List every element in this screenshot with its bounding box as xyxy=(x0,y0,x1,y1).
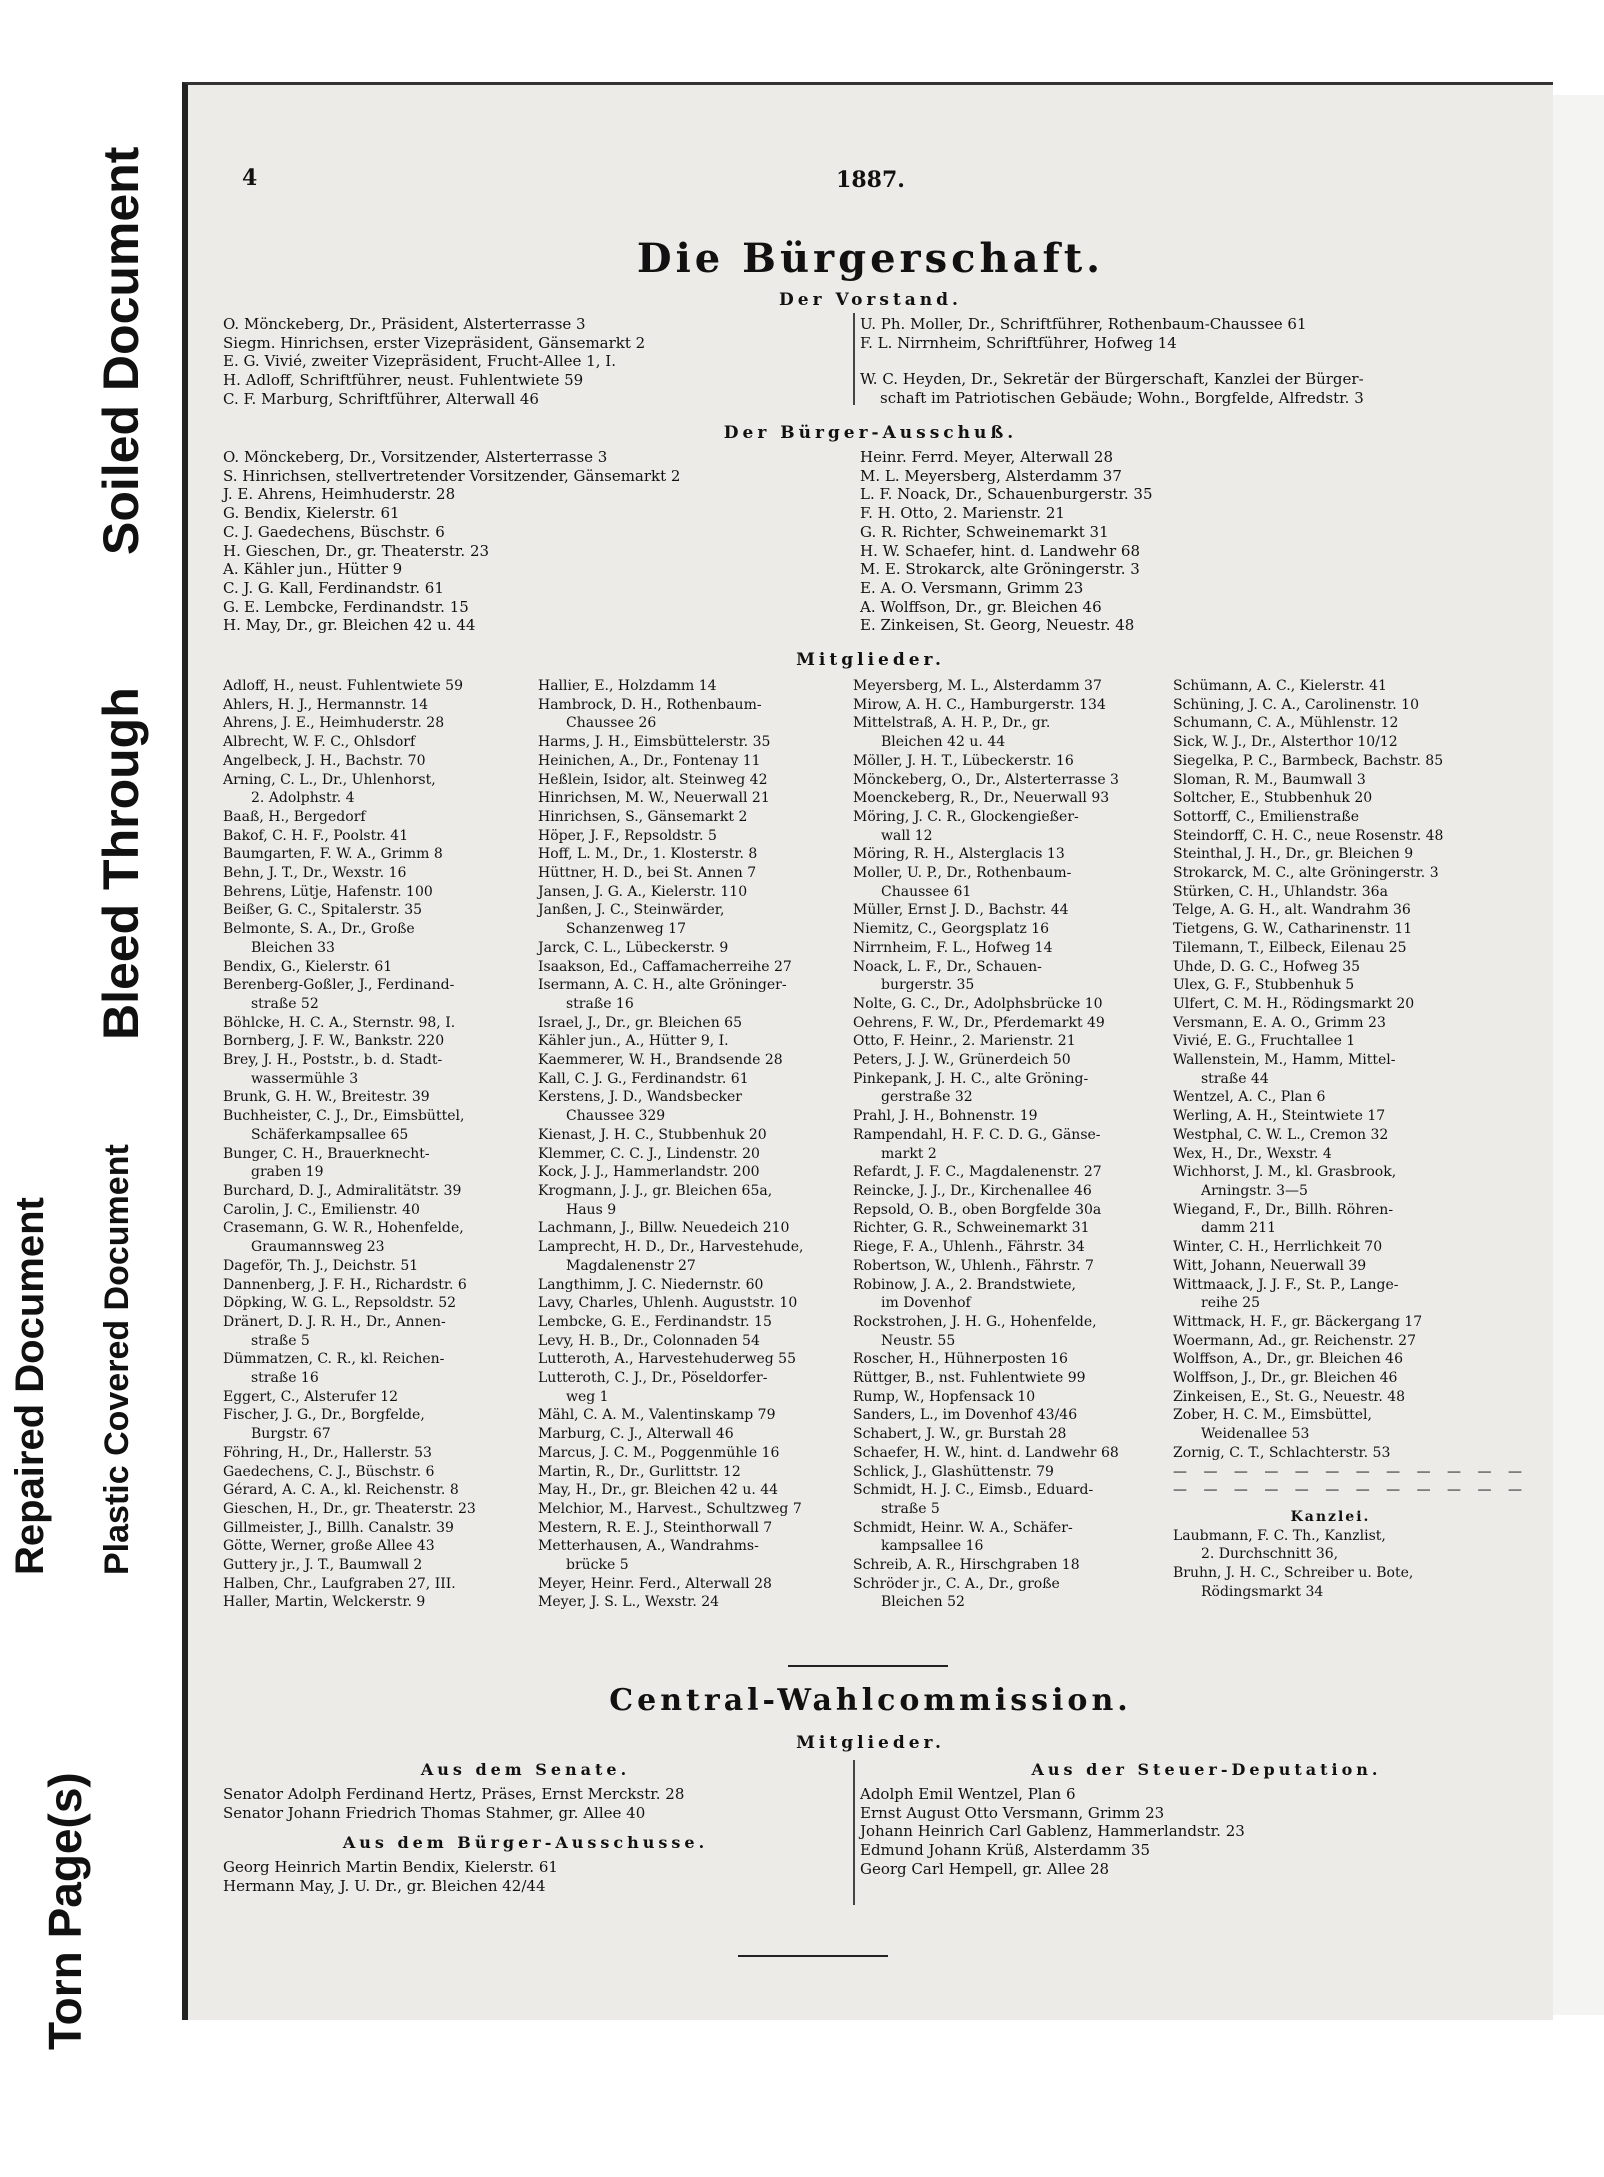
list-item: Beißer, G. C., Spitalerstr. 35 xyxy=(223,902,423,919)
closing-rule xyxy=(738,1955,888,1957)
list-item: F. L. Nirrnheim, Schriftführer, Hofweg 14 xyxy=(860,333,1177,352)
list-item: Dageför, Th. J., Deichstr. 51 xyxy=(223,1257,419,1274)
page-title: Die Bürgerschaft. xyxy=(636,235,1105,282)
list-item: Krogmann, J. J., gr. Bleichen 65a, xyxy=(538,1182,773,1199)
column-divider xyxy=(853,313,855,405)
list-item: H. Gieschen, Dr., gr. Theaterstr. 23 xyxy=(223,541,490,560)
list-item: Bleichen 33 xyxy=(251,939,335,956)
list-item: Weidenallee 53 xyxy=(1201,1426,1310,1443)
label-plastic-covered-document: Plastic Covered Document xyxy=(98,1144,136,1575)
vorstand-left xyxy=(223,315,853,409)
list-item: Werling, A. H., Steintwiete 17 xyxy=(1173,1108,1386,1125)
list-item: brücke 5 xyxy=(566,1557,629,1574)
list-item: Kock, J. J., Hammerlandstr. 200 xyxy=(538,1164,760,1181)
list-item: Soltcher, E., Stubbenhuk 20 xyxy=(1173,790,1373,807)
list-item: Lutteroth, C. J., Dr., Pöseldorfer- xyxy=(538,1370,768,1387)
list-item: H. Adloff, Schriftführer, neust. Fuhlentwiete 59 xyxy=(223,371,584,390)
list-item: Rump, W., Hopfensack 10 xyxy=(853,1388,1036,1405)
label-torn-pages: Torn Page(s) xyxy=(39,1772,91,2050)
list-item: Haus 9 xyxy=(566,1201,617,1218)
list-item: Ernst August Otto Versmann, Grimm 23 xyxy=(860,1803,1165,1822)
list-item: Böhlcke, H. C. A., Sternstr. 98, I. xyxy=(223,1014,456,1031)
list-item: Senator Adolph Ferdinand Hertz, Präses, Ernst Merckstr. 28 xyxy=(223,1785,685,1803)
list-item: Melchior, M., Harvest., Schultzweg 7 xyxy=(538,1500,802,1517)
list-item: L. F. Noack, Dr., Schauenburgerstr. 35 xyxy=(860,485,1153,504)
list-item: Strokarck, M. C., alte Gröningerstr. 3 xyxy=(1173,865,1439,882)
list-item: Mähl, C. A. M., Valentinskamp 79 xyxy=(538,1407,776,1424)
list-item: Marburg, C. J., Alterwall 46 xyxy=(538,1426,734,1443)
list-item: A. Wolffson, Dr., gr. Bleichen 46 xyxy=(860,597,1102,616)
list-item: reihe 25 xyxy=(1201,1295,1261,1312)
list-item: Adloff, H., neust. Fuhlentwiete 59 xyxy=(223,678,463,694)
list-item: straße 16 xyxy=(566,995,634,1012)
list-item: Meyer, J. S. L., Wexstr. 24 xyxy=(538,1594,720,1611)
list-item: Eggert, C., Alsterufer 12 xyxy=(223,1388,399,1405)
list-item: 2. Adolphstr. 4 xyxy=(251,790,355,807)
list-item: Jarck, C. L., Lübeckerstr. 9 xyxy=(538,939,729,956)
list-item: C. J. G. Kall, Ferdinandstr. 61 xyxy=(223,578,444,597)
kanzlei-heading: Kanzlei. xyxy=(1290,1508,1371,1525)
list-item: Richter, G. R., Schweinemarkt 31 xyxy=(853,1220,1090,1237)
buerger-ausschuss-heading: Aus dem Bürger-Ausschusse. xyxy=(342,1833,709,1852)
list-item: Wittmack, H. F., gr. Bäckergang 17 xyxy=(1173,1313,1423,1330)
ausschuss-left xyxy=(223,448,853,635)
list-item: Robertson, W., Uhlenh., Fährstr. 7 xyxy=(853,1257,1094,1274)
list-item: Fischer, J. G., Dr., Borgfelde, xyxy=(223,1407,425,1424)
list-item: Zornig, C. T., Schlachterstr. 53 xyxy=(1173,1444,1391,1461)
list-item: Wentzel, A. C., Plan 6 xyxy=(1173,1089,1326,1106)
list-item: Gillmeister, J., Billh. Canalstr. 39 xyxy=(223,1519,454,1536)
senate-heading: Aus dem Senate. xyxy=(420,1760,631,1779)
list-item: graben 19 xyxy=(251,1164,324,1181)
list-item: Steindorff, C. H. C., neue Rosenstr. 48 xyxy=(1173,827,1444,844)
list-item: Gaedechens, C. J., Büschstr. 6 xyxy=(223,1463,435,1480)
list-item: Isermann, A. C. H., alte Gröninger- xyxy=(538,977,787,994)
list-item: Prahl, J. H., Bohnenstr. 19 xyxy=(853,1108,1038,1125)
adjacent-page-edge xyxy=(1547,95,1604,2015)
list-item: Tietgens, G. W., Catharinenstr. 11 xyxy=(1173,921,1413,938)
label-repaired-document: Repaired Document xyxy=(8,1197,52,1575)
list-item: Uhde, D. G. C., Hofweg 35 xyxy=(1173,958,1361,975)
list-item: Nirrnheim, F. L., Hofweg 14 xyxy=(853,939,1053,956)
list-item: Siegm. Hinrichsen, erster Vizepräsident, Gänsemarkt 2 xyxy=(223,333,646,352)
vorstand-heading: Der Vorstand. xyxy=(779,290,962,310)
list-item: M. E. Strokarck, alte Gröningerstr. 3 xyxy=(860,560,1140,579)
list-item: Metterhausen, A., Wandrahms- xyxy=(538,1538,759,1555)
list-item: Schaefer, H. W., hint. d. Landwehr 68 xyxy=(853,1444,1119,1461)
list-item: Föhring, H., Dr., Hallerstr. 53 xyxy=(223,1444,432,1461)
list-item: Schlick, J., Glashüttenstr. 79 xyxy=(853,1463,1054,1480)
list-item: Westphal, C. W. L., Cremon 32 xyxy=(1173,1126,1389,1143)
list-item: Meyer, Heinr. Ferd., Alterwall 28 xyxy=(538,1575,772,1592)
list-item: G. Bendix, Kielerstr. 61 xyxy=(223,504,400,523)
list-item: Bornberg, J. F. W., Bankstr. 220 xyxy=(223,1033,445,1050)
list-item: Bleichen 42 u. 44 xyxy=(881,734,1006,751)
list-item: gerstraße 32 xyxy=(881,1089,973,1106)
list-item: Johann Heinrich Carl Gablenz, Hammerlandstr. 23 xyxy=(860,1822,1245,1841)
list-item: Götte, Werner, große Allee 43 xyxy=(223,1538,435,1555)
list-item: May, H., Dr., gr. Bleichen 42 u. 44 xyxy=(538,1482,779,1499)
list-item: Möring, R. H., Alsterglacis 13 xyxy=(853,846,1065,863)
list-item: Repsold, O. B., oben Borgfelde 30a xyxy=(853,1201,1102,1218)
list-item: G. R. Richter, Schweinemarkt 31 xyxy=(860,522,1109,541)
list-item: Wallenstein, M., Hamm, Mittel- xyxy=(1173,1052,1396,1069)
list-item: Neustr. 55 xyxy=(881,1332,956,1349)
list-item: Bendix, G., Kielerstr. 61 xyxy=(223,958,393,975)
list-item: Oehrens, F. W., Dr., Pferdemarkt 49 xyxy=(853,1014,1105,1031)
list-item: Sanders, L., im Dovenhof 43/46 xyxy=(853,1407,1078,1424)
list-item: Burchard, D. J., Admiralitätstr. 39 xyxy=(223,1182,462,1199)
list-item: Witt, Johann, Neuerwall 39 xyxy=(1173,1257,1367,1274)
list-item: Georg Heinrich Martin Bendix, Kielerstr. 61 xyxy=(223,1858,558,1876)
list-item: Schümann, A. C., Kielerstr. 41 xyxy=(1173,678,1387,694)
list-item: Baumgarten, F. W. A., Grimm 8 xyxy=(223,846,443,863)
list-item: J. E. Ahrens, Heimhuderstr. 28 xyxy=(223,485,456,504)
list-item: E. G. Vivié, zweiter Vizepräsident, Frucht-Allee 1, I. xyxy=(223,352,616,371)
page-header xyxy=(188,165,1553,205)
list-item: Robinow, J. A., 2. Brandstwiete, xyxy=(853,1276,1076,1293)
list-item: Rampendahl, H. F. C. D. G., Gänse- xyxy=(853,1126,1101,1143)
list-item: Höper, J. F., Repsoldstr. 5 xyxy=(538,827,717,844)
list-item: Wolffson, J., Dr., gr. Bleichen 46 xyxy=(1173,1370,1398,1387)
list-item: Hallier, E., Holzdamm 14 xyxy=(538,678,717,694)
list-item: Lutteroth, A., Harvestehuderweg 55 xyxy=(538,1351,796,1368)
list-item: Vivié, E. G., Fruchtallee 1 xyxy=(1173,1033,1356,1050)
list-item: wall 12 xyxy=(881,827,933,844)
section-rule xyxy=(788,1665,948,1667)
list-item: straße 5 xyxy=(251,1332,310,1349)
senate-list xyxy=(223,1785,843,1822)
list-item: Behrens, Lütje, Hafenstr. 100 xyxy=(223,883,433,900)
list-item: Ahlers, H. J., Hermannstr. 14 xyxy=(223,696,429,713)
ausschuss-right xyxy=(860,448,1540,635)
list-item: Janßen, J. C., Steinwärder, xyxy=(538,902,725,919)
list-item: Langthimm, J. C. Niedernstr. 60 xyxy=(538,1276,764,1293)
list-item: W. C. Heyden, Dr., Sekretär der Bürgerschaft, Kanzlei der Bürger- xyxy=(860,370,1364,389)
list-item: 2. Durchschnitt 36, xyxy=(1201,1546,1339,1563)
list-item: Magdalenenstr 27 xyxy=(566,1257,696,1274)
list-item: Lachmann, J., Billw. Neuedeich 210 xyxy=(538,1220,790,1237)
list-item: Hambrock, D. H., Rothenbaum- xyxy=(538,696,762,713)
list-item: markt 2 xyxy=(881,1145,937,1162)
list-item: Hinrichsen, M. W., Neuerwall 21 xyxy=(538,790,770,807)
list-item: H. May, Dr., gr. Bleichen 42 u. 44 xyxy=(223,616,476,635)
list-item: Zober, H. C. M., Eimsbüttel, xyxy=(1173,1407,1372,1424)
list-item: Möller, J. H. T., Lübeckerstr. 16 xyxy=(853,752,1074,769)
document-page xyxy=(182,82,1553,2020)
list-item: Schröder jr., C. A., Dr., große xyxy=(853,1575,1060,1592)
list-item: Arning, C. L., Dr., Uhlenhorst, xyxy=(223,771,436,788)
list-item: Wiegand, F., Dr., Billh. Röhren- xyxy=(1173,1201,1394,1218)
list-item: Reincke, J. J., Dr., Kirchenallee 46 xyxy=(853,1182,1092,1199)
list-item: burgerstr. 35 xyxy=(881,977,975,994)
list-item: E. A. O. Versmann, Grimm 23 xyxy=(860,578,1084,597)
label-soiled-document: Soiled Document xyxy=(93,146,149,555)
list-item: Moller, U. P., Dr., Rothenbaum- xyxy=(853,865,1072,882)
list-item: Kienast, J. H. C., Stubbenhuk 20 xyxy=(538,1126,767,1143)
list-item: Jansen, J. G. A., Kielerstr. 110 xyxy=(538,883,748,900)
list-item: Noack, L. F., Dr., Schauen- xyxy=(853,958,1042,975)
list-item: Kähler jun., A., Hütter 9, I. xyxy=(538,1033,729,1050)
list-item: Moenckeberg, R., Dr., Neuerwall 93 xyxy=(853,790,1110,807)
list-item: G. E. Lembcke, Ferdinandstr. 15 xyxy=(223,597,469,616)
list-item: Rockstrohen, J. H. G., Hohenfelde, xyxy=(853,1313,1097,1330)
buerger-ausschuss-list xyxy=(223,1858,843,1895)
list-item: Albrecht, W. F. C., Ohlsdorf xyxy=(223,734,416,751)
list-item: Wichhorst, J. M., kl. Grasbrook, xyxy=(1173,1164,1397,1181)
list-item: C. F. Marburg, Schriftführer, Alterwall 46 xyxy=(223,389,539,408)
list-item: Mirow, A. H. C., Hamburgerstr. 134 xyxy=(853,696,1106,713)
list-item: Rödingsmarkt 34 xyxy=(1201,1583,1324,1600)
list-item: damm 211 xyxy=(1201,1220,1277,1237)
members-column-3 xyxy=(853,677,1158,1612)
list-item: Sloman, R. M., Baumwall 3 xyxy=(1173,771,1366,788)
list-item: Bruhn, J. H. C., Schreiber u. Bote, xyxy=(1173,1565,1414,1582)
list-item: Meyersberg, M. L., Alsterdamm 37 xyxy=(853,678,1102,694)
list-item: E. Zinkeisen, St. Georg, Neuestr. 48 xyxy=(860,616,1135,635)
list-item: Wolffson, A., Dr., gr. Bleichen 46 xyxy=(1173,1351,1403,1368)
members-column-1 xyxy=(223,677,528,1612)
list-item: Ulfert, C. M. H., Rödingsmarkt 20 xyxy=(1173,995,1415,1012)
list-item: weg 1 xyxy=(566,1388,609,1405)
list-item: Chaussee 26 xyxy=(566,715,657,732)
label-bleed-through: Bleed Through xyxy=(93,687,149,1040)
list-item: Heßlein, Isidor, alt. Steinweg 42 xyxy=(538,771,768,788)
list-item: Kall, C. J. G., Ferdinandstr. 61 xyxy=(538,1070,749,1087)
list-item: Niemitz, C., Georgsplatz 16 xyxy=(853,921,1050,938)
members-column-2 xyxy=(538,677,843,1612)
list-item: Lembcke, G. E., Ferdinandstr. 15 xyxy=(538,1313,772,1330)
list-item: Heinichen, A., Dr., Fontenay 11 xyxy=(538,752,761,769)
list-item: A. Kähler jun., Hütter 9 xyxy=(223,560,403,579)
list-item: Bleichen 52 xyxy=(881,1594,965,1611)
list-item: Lamprecht, H. D., Dr., Harvestehude, xyxy=(538,1239,804,1256)
list-item: Harms, J. H., Eimsbüttelerstr. 35 xyxy=(538,734,771,751)
list-item: Döpking, W. G. L., Repsoldstr. 52 xyxy=(223,1295,457,1312)
page-year: 1887. xyxy=(836,167,905,193)
list-item: Wex, H., Dr., Wexstr. 4 xyxy=(1173,1145,1332,1162)
list-item: C. J. Gaedechens, Büschstr. 6 xyxy=(223,522,445,541)
dash-separator: — — — — — — — — — — — — xyxy=(1173,1463,1528,1480)
list-item: straße 5 xyxy=(881,1500,940,1517)
list-item: O. Mönckeberg, Dr., Vorsitzender, Alsterterrasse 3 xyxy=(223,448,608,466)
list-item: Zinkeisen, E., St. G., Neuestr. 48 xyxy=(1173,1388,1406,1405)
steuer-deputation-heading: Aus der Steuer-Deputation. xyxy=(1031,1760,1382,1779)
list-item: Rüttger, B., nst. Fuhlentwiete 99 xyxy=(853,1370,1086,1387)
list-item: Ulex, G. F., Stubbenhuk 5 xyxy=(1173,977,1355,994)
mitglieder-heading: Mitglieder. xyxy=(796,650,945,670)
list-item: straße 44 xyxy=(1201,1070,1269,1087)
list-item: Angelbeck, J. H., Bachstr. 70 xyxy=(223,752,426,769)
list-item: Senator Johann Friedrich Thomas Stahmer, gr. Allee 40 xyxy=(223,1803,646,1822)
list-item: Chaussee 329 xyxy=(566,1108,666,1125)
list-item: Sick, W. J., Dr., Alsterthor 10/12 xyxy=(1173,734,1398,751)
list-item: Mönckeberg, O., Dr., Alsterterrasse 3 xyxy=(853,771,1119,788)
list-item: Baaß, H., Bergedorf xyxy=(223,808,366,825)
list-item: Bunger, C. H., Brauerknecht- xyxy=(223,1145,430,1162)
list-item: Riege, F. A., Uhlenh., Fährstr. 34 xyxy=(853,1239,1085,1256)
list-item: Graumannsweg 23 xyxy=(251,1239,385,1256)
list-item: Brunk, G. H. W., Breitestr. 39 xyxy=(223,1089,430,1106)
list-item: Versmann, E. A. O., Grimm 23 xyxy=(1173,1014,1386,1031)
list-item: Carolin, J. C., Emilienstr. 40 xyxy=(223,1201,420,1218)
list-item: Heinr. Ferrd. Meyer, Alterwall 28 xyxy=(860,448,1114,466)
page-number: 4 xyxy=(242,165,258,191)
list-item: Isaakson, Ed., Caffamacherreihe 27 xyxy=(538,958,792,975)
list-item: Bakof, C. H. F., Poolstr. 41 xyxy=(223,827,409,844)
list-item: Brey, J. H., Poststr., b. d. Stadt- xyxy=(223,1052,443,1069)
list-item: Levy, H. B., Dr., Colonnaden 54 xyxy=(538,1332,760,1349)
list-item: Woermann, Ad., gr. Reichenstr. 27 xyxy=(1173,1332,1416,1349)
list-item: Israel, J., Dr., gr. Bleichen 65 xyxy=(538,1014,742,1031)
list-item: Steinthal, J. H., Dr., gr. Bleichen 9 xyxy=(1173,846,1414,863)
list-item: Winter, C. H., Herrlichkeit 70 xyxy=(1173,1239,1383,1256)
list-item: Schanzenweg 17 xyxy=(566,921,686,938)
central-members-heading: Mitglieder. xyxy=(796,1733,945,1753)
list-item: Nolte, G. C., Dr., Adolphsbrücke 10 xyxy=(853,995,1103,1012)
column-divider xyxy=(853,1760,855,1905)
list-item: Hinrichsen, S., Gänsemarkt 2 xyxy=(538,808,748,825)
list-item: M. L. Meyersberg, Alsterdamm 37 xyxy=(860,466,1122,485)
list-item: Dannenberg, J. F. H., Richardstr. 6 xyxy=(223,1276,467,1293)
list-item: Pinkepank, J. H. C., alte Gröning- xyxy=(853,1070,1089,1087)
list-item: Ahrens, J. E., Heimhuderstr. 28 xyxy=(223,715,445,732)
list-item: Martin, R., Dr., Gurlittstr. 12 xyxy=(538,1463,741,1480)
list-item: Schabert, J. W., gr. Burstah 28 xyxy=(853,1426,1067,1443)
list-item: Möring, J. C. R., Glockengießer- xyxy=(853,808,1079,825)
list-item: Telge, A. G. H., alt. Wandrahm 36 xyxy=(1173,902,1411,919)
steuer-deputation-list xyxy=(860,1785,1520,1879)
list-item: Sottorff, C., Emilienstraße xyxy=(1173,808,1360,825)
list-item: wassermühle 3 xyxy=(251,1070,359,1087)
list-item: schaft im Patriotischen Gebäude; Wohn., Borgfelde, Alfredstr. 3 xyxy=(880,389,1364,408)
list-item: Belmonte, S. A., Dr., Große xyxy=(223,921,415,938)
side-label-strip xyxy=(0,0,190,2177)
list-item: Laubmann, F. C. Th., Kanzlist, xyxy=(1173,1527,1386,1544)
list-item: Gérard, A. C. A., kl. Reichenstr. 8 xyxy=(223,1482,459,1499)
dash-separator: — — — — — — — — — — — — xyxy=(1173,1482,1528,1499)
list-item: Kerstens, J. D., Wandsbecker xyxy=(538,1089,742,1106)
list-item: Chaussee 61 xyxy=(881,883,972,900)
list-item: Siegelka, P. C., Barmbeck, Bachstr. 85 xyxy=(1173,752,1444,769)
members-column-4 xyxy=(1173,677,1528,1601)
list-item: S. Hinrichsen, stellvertretender Vorsitzender, Gänsemarkt 2 xyxy=(223,466,681,485)
list-item: Gieschen, H., Dr., gr. Theaterstr. 23 xyxy=(223,1500,476,1517)
list-item: Hermann May, J. U. Dr., gr. Bleichen 42/44 xyxy=(223,1876,546,1895)
list-item: kampsallee 16 xyxy=(881,1538,984,1555)
list-item: Schumann, C. A., Mühlenstr. 12 xyxy=(1173,715,1399,732)
list-item: Adolph Emil Wentzel, Plan 6 xyxy=(860,1785,1076,1803)
list-item: Haller, Martin, Welckerstr. 9 xyxy=(223,1594,426,1611)
list-item: Crasemann, G. W. R., Hohenfelde, xyxy=(223,1220,464,1237)
list-item: Guttery jr., J. T., Baumwall 2 xyxy=(223,1557,423,1574)
list-item: Stürken, C. H., Uhlandstr. 36a xyxy=(1173,883,1388,900)
list-item: straße 16 xyxy=(251,1370,319,1387)
central-title: Central-Wahlcommission. xyxy=(609,1683,1132,1718)
list-item: Müller, Ernst J. D., Bachstr. 44 xyxy=(853,902,1069,919)
vorstand-right xyxy=(860,315,1540,408)
list-item: Schüning, J. C. A., Carolinenstr. 10 xyxy=(1173,696,1419,713)
list-item: U. Ph. Moller, Dr., Schriftführer, Rothenbaum-Chaussee 61 xyxy=(860,315,1307,333)
list-item: Otto, F. Heinr., 2. Marienstr. 21 xyxy=(853,1033,1076,1050)
list-item: Mestern, R. E. J., Steinthorwall 7 xyxy=(538,1519,773,1536)
list-item: Klemmer, C. C. J., Lindenstr. 20 xyxy=(538,1145,760,1162)
list-item: Mittelstraß, A. H. P., Dr., gr. xyxy=(853,715,1051,732)
list-item: Hoff, L. M., Dr., 1. Klosterstr. 8 xyxy=(538,846,758,863)
list-item: Peters, J. J. W., Grünerdeich 50 xyxy=(853,1052,1071,1069)
list-item: Georg Carl Hempell, gr. Allee 28 xyxy=(860,1859,1110,1878)
list-item: straße 52 xyxy=(251,995,319,1012)
list-item: Arningstr. 3—5 xyxy=(1201,1182,1308,1199)
list-item: Behn, J. T., Dr., Wexstr. 16 xyxy=(223,865,407,882)
list-item: Roscher, H., Hühnerposten 16 xyxy=(853,1351,1068,1368)
list-item: O. Mönckeberg, Dr., Präsident, Alsterterrasse 3 xyxy=(223,315,586,333)
list-item: Berenberg-Goßler, J., Ferdinand- xyxy=(223,977,455,994)
list-item: Schmidt, Heinr. W. A., Schäfer- xyxy=(853,1519,1073,1536)
list-item: Marcus, J. C. M., Poggenmühle 16 xyxy=(538,1444,780,1461)
list-item: Dränert, D. J. R. H., Dr., Annen- xyxy=(223,1313,446,1330)
list-item: Lavy, Charles, Uhlenh. Auguststr. 10 xyxy=(538,1295,798,1312)
list-item: Kaemmerer, W. H., Brandsende 28 xyxy=(538,1052,783,1069)
list-item: H. W. Schaefer, hint. d. Landwehr 68 xyxy=(860,541,1140,560)
list-item: im Dovenhof xyxy=(881,1295,971,1312)
list-item: Buchheister, C. J., Dr., Eimsbüttel, xyxy=(223,1108,465,1125)
list-item: Schäferkampsallee 65 xyxy=(251,1126,409,1143)
ausschuss-heading: Der Bürger-Ausschuß. xyxy=(723,423,1018,443)
list-item: Tilemann, T., Eilbeck, Eilenau 25 xyxy=(1173,939,1407,956)
list-item: Wittmaack, J. J. F., St. P., Lange- xyxy=(1173,1276,1399,1293)
list-item: Refardt, J. F. C., Magdalenenstr. 27 xyxy=(853,1164,1102,1181)
list-item: Hüttner, H. D., bei St. Annen 7 xyxy=(538,865,757,882)
list-item: Schreib, A. R., Hirschgraben 18 xyxy=(853,1557,1080,1574)
list-item: Burgstr. 67 xyxy=(251,1426,331,1443)
list-item: Halben, Chr., Laufgraben 27, III. xyxy=(223,1575,456,1592)
list-item: Edmund Johann Krüß, Alsterdamm 35 xyxy=(860,1841,1151,1860)
list-item: Schmidt, H. J. C., Eimsb., Eduard- xyxy=(853,1482,1094,1499)
list-item: F. H. Otto, 2. Marienstr. 21 xyxy=(860,504,1065,523)
list-item: Dümmatzen, C. R., kl. Reichen- xyxy=(223,1351,445,1368)
